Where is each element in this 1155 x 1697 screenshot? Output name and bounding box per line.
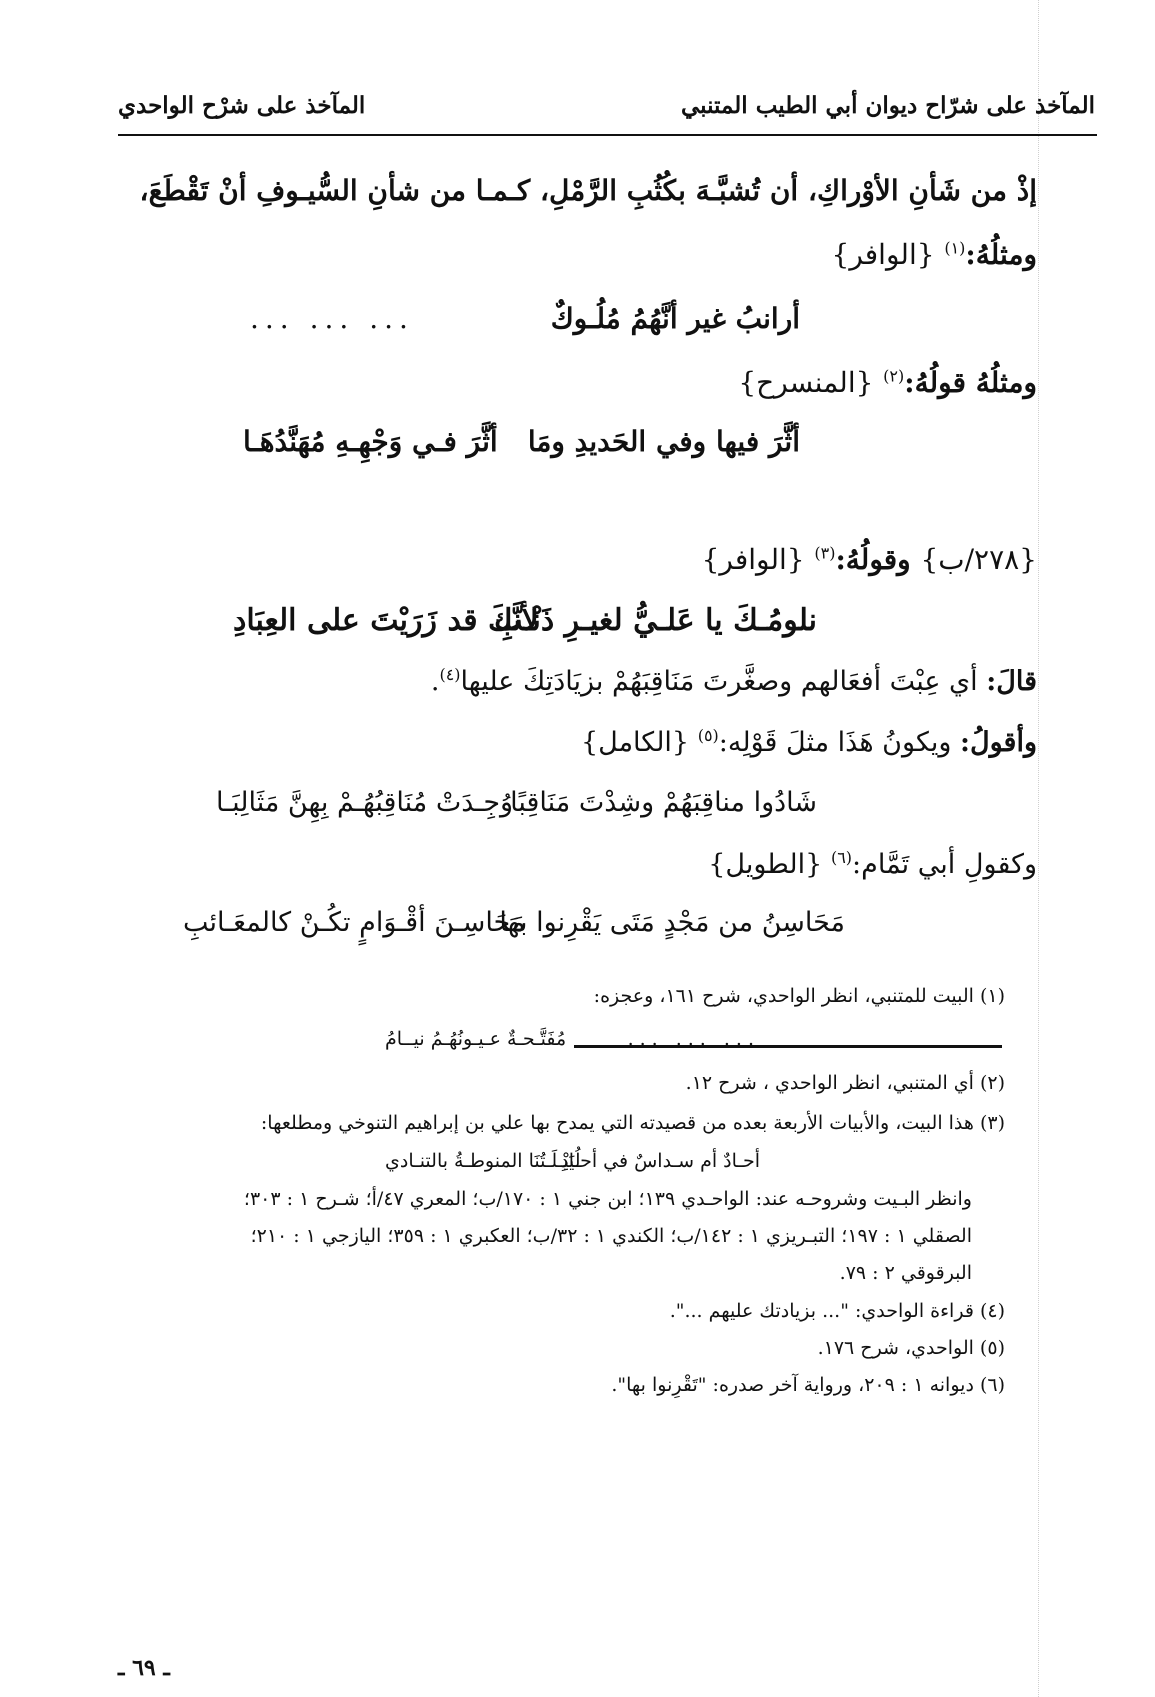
footnote-3-refs-line-1: وانظر البـيت وشروحـه عند: الواحـدي ١٣٩؛ ابن جني ١ : ١٧٠/ب؛ المعري ٤٧/أ؛ شـرح ١ : ٣٠٣؛ bbox=[243, 1188, 972, 1210]
page-number: ـ ٦٩ ـ bbox=[118, 1655, 170, 1681]
footnote-1: (١) البيت للمتنبي، انظر الواحدي، شرح ١٦١، وعجزه: bbox=[593, 985, 1005, 1007]
footnote-2: (٢) أي المتنبي، انظر الواحدي ، شرح ١٢. bbox=[685, 1072, 1005, 1094]
footnote-1-dots: ... ... ... bbox=[627, 1028, 760, 1050]
verse-5-second-hemistich: مَحَاسِـنَ أقْـوَامٍ تكُـنْ كالمعَـائبِ bbox=[183, 907, 526, 938]
body-line-6 bbox=[581, 726, 1037, 758]
verse-3-second-hemistich: لأنَّكَ قد زَرَيْتَ على العِبَادِ bbox=[233, 603, 539, 638]
folio-marker: {٢٧٨/ب} bbox=[920, 543, 1037, 576]
footnote-3-verse-second: لُيَيْـلَـتُنَا المنوطـةُ بالتنـادي bbox=[385, 1150, 581, 1172]
footnote-ref-6: (٦) bbox=[830, 848, 853, 867]
line-5-text: أي عِبْتَ أفعَالهم وصغَّرتَ مَنَاقِبَهُمْ بزيَادَتِكَ عليها bbox=[460, 666, 978, 697]
meter-label-5: {الطويل} bbox=[708, 849, 823, 880]
footnote-6: (٦) ديوانه ١ : ٢٠٩، ورواية آخر صدره: "تَقْرِنوا بها". bbox=[611, 1374, 1005, 1396]
verse-2-second-hemistich: أثَّرَ فـي وَجْهِـهِ مُهَنَّدُهَـا bbox=[243, 425, 498, 458]
body-line-1: إذْ من شَأنِ الأوْراكِ، أن تُشبَّـهَ بكُثُبِ الرَّمْلِ، كـمـا من شأنِ السُّيـوفِ أنْ تَقْطَعَ، bbox=[139, 174, 1037, 207]
footnote-ref-2: (٢) bbox=[883, 366, 905, 386]
qala-label: قالَ: bbox=[986, 666, 1037, 697]
margin-guide-line bbox=[1038, 0, 1039, 1697]
line-4-text: وقولُهُ: bbox=[835, 543, 911, 576]
footnote-1-verse: مُفَتَّـحـةٌ عـيـونُهُـمُ نيــامُ bbox=[385, 1028, 567, 1050]
footnote-3-refs-line-3: البرقوقي ٢ : ٧٩. bbox=[839, 1262, 972, 1284]
header-rule bbox=[118, 134, 1097, 136]
footnote-3-verse-first: أحـادٌ أم سـداسٌ في أحـادِ bbox=[560, 1150, 760, 1172]
body-line-5: قالَ: أي عِبْتَ أفعَالهم وصغَّرتَ مَنَاقِبَهُمْ بزيَادَتِكَ عليها$^{(٤)}$. bbox=[430, 665, 1037, 697]
line-6-text: ويكونُ هَذَا مثلَ قَوْلِه: bbox=[718, 727, 952, 758]
aqulu-label: وأقولُ: bbox=[960, 727, 1037, 758]
footnote-ref-4: (٤) bbox=[439, 665, 461, 684]
meter-label-1: {الوافر} bbox=[831, 238, 935, 271]
body-line-3 bbox=[738, 366, 1037, 399]
footnote-5: (٥) الواحدي، شرح ١٧٦. bbox=[817, 1337, 1005, 1359]
verse-1-first-hemistich: أرانبُ غير أنَّهُمُ مُلُـوكٌ bbox=[550, 302, 800, 335]
body-line-4 bbox=[702, 543, 1037, 576]
body-line-7 bbox=[708, 848, 1037, 880]
footnote-ref-5: (٥) bbox=[697, 726, 719, 745]
verse-2-first-hemistich: أثَّرَ فيها وفي الحَديدِ ومَا bbox=[527, 425, 800, 458]
meter-label-4: {الكامل} bbox=[580, 727, 690, 758]
meter-label-3: {الوافر} bbox=[701, 543, 805, 576]
footnote-3: (٣) هذا البيت، والأبيات الأربعة بعده من قصيدته التي يمدح بها علي بن إبراهيم التنوخي ومطلعها: bbox=[260, 1112, 1005, 1134]
line-2-text: ومثلُهُ: bbox=[965, 238, 1037, 271]
meter-label-2: {المنسرح} bbox=[738, 366, 874, 399]
line-7-text: وكقولِ أبي تَمَّام: bbox=[852, 849, 1037, 880]
running-header-book-title: المآخذ على شرّاح ديوان أبي الطيب المتنبي bbox=[681, 92, 1095, 119]
verse-1-second-hemistich-elided: ... ... ... bbox=[250, 302, 414, 335]
footnote-ref-1: (١) bbox=[944, 238, 966, 258]
verse-3-first-hemistich: نلومُـكَ يا عَلـيُّ لغيـرِ ذَنْـبِ bbox=[494, 603, 817, 638]
verse-4-second-hemistich: وُجِـدَتْ مُنَاقِبُهُـمْ بِهِنَّ مَثَالِبَـا bbox=[216, 787, 514, 818]
running-header-chapter-title: المآخذ على شرْح الواحدي bbox=[118, 92, 366, 119]
footnote-4: (٤) قراءة الواحدي: "... بزيادتك عليهم ...". bbox=[669, 1300, 1005, 1322]
body-line-2 bbox=[832, 238, 1037, 271]
line-3-text: ومثلُهُ قولُهُ: bbox=[904, 366, 1037, 399]
footnote-3-refs-line-2: الصقلي ١ : ١٩٧؛ التبـريزي ١ : ١٤٢/ب؛ الكندي ١ : ٣٢/ب؛ العكبري ١ : ٣٥٩؛ اليازجي ١ : ٢١٠؛ bbox=[250, 1225, 972, 1247]
verse-4-first-hemistich: شَادُوا مناقِبَهُمْ وشِدْتَ مَنَاقِبًا bbox=[510, 787, 817, 818]
verse-5-first-hemistich: مَحَاسِنُ من مَجْدٍ مَتَى يَقْرِنوا بهَا bbox=[499, 907, 845, 938]
footnote-ref-3: (٣) bbox=[814, 543, 836, 563]
